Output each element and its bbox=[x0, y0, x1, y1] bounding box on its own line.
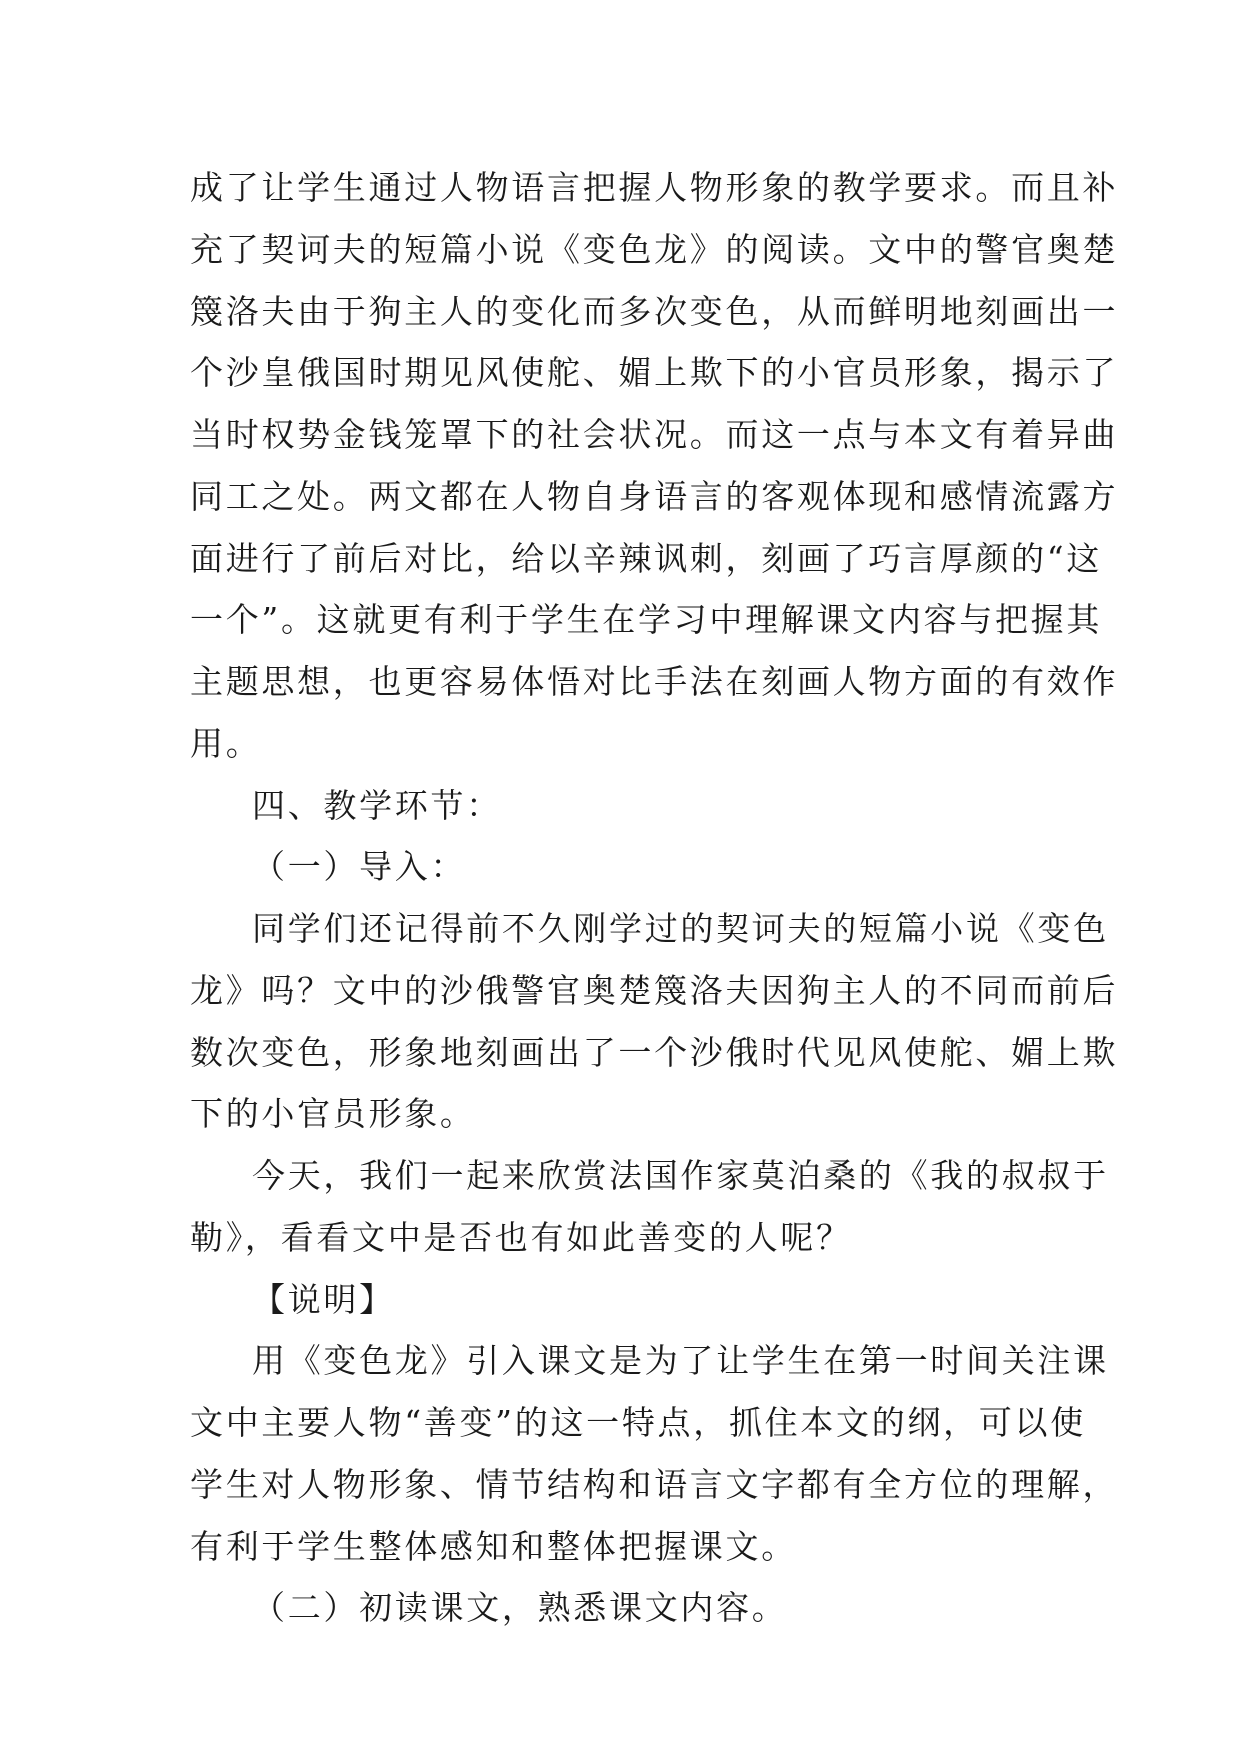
text-line: 个沙皇俄国时期见风使舵、媚上欺下的小官员形象，揭示了 bbox=[190, 353, 1119, 392]
text-line: 同工之处。两文都在人物自身语言的客观体现和感情流露方 bbox=[190, 477, 1119, 516]
text-line: 今天，我们一起来欣赏法国作家莫泊桑的《我的叔叔于 bbox=[252, 1156, 1109, 1195]
text-line: 充了契诃夫的短篇小说《变色龙》的阅读。文中的警官奥楚 bbox=[190, 230, 1119, 269]
text-line: 主题思想，也更容易体悟对比手法在刻画人物方面的有效作 bbox=[190, 662, 1119, 701]
text-line: 文中主要人物“善变”的这一特点，抓住本文的纲，可以使 bbox=[190, 1403, 1086, 1442]
subsection-heading: （一）导入： bbox=[252, 847, 467, 886]
text-line: 数次变色，形象地刻画出了一个沙俄时代见风使舵、媚上欺 bbox=[190, 1033, 1119, 1072]
text-line: 同学们还记得前不久刚学过的契诃夫的短篇小说《变色 bbox=[252, 909, 1109, 948]
text-line: 成了让学生通过人物语言把握人物形象的教学要求。而且补 bbox=[190, 168, 1119, 207]
text-line: 当时权势金钱笼罩下的社会状况。而这一点与本文有着异曲 bbox=[190, 415, 1119, 454]
text-line: 篾洛夫由于狗主人的变化而多次变色，从而鲜明地刻画出一 bbox=[190, 292, 1119, 331]
text-line: 龙》吗？文中的沙俄警官奥楚篾洛夫因狗主人的不同而前后 bbox=[190, 971, 1119, 1010]
text-line: 勒》，看看文中是否也有如此善变的人呢？ bbox=[190, 1218, 852, 1257]
text-line: 学生对人物形象、情节结构和语言文字都有全方位的理解， bbox=[190, 1465, 1119, 1504]
section-heading: 四、教学环节： bbox=[252, 786, 502, 825]
note-heading: 【说明】 bbox=[252, 1280, 395, 1319]
text-line: 用《变色龙》引入课文是为了让学生在第一时间关注课 bbox=[252, 1341, 1109, 1380]
text-line: 有利于学生整体感知和整体把握课文。 bbox=[190, 1527, 797, 1566]
subsection-heading: （二）初读课文，熟悉课文内容。 bbox=[252, 1588, 788, 1627]
text-line: 用。 bbox=[190, 724, 262, 763]
text-line: 下的小官员形象。 bbox=[190, 1094, 476, 1133]
text-line: 面进行了前后对比，给以辛辣讽刺，刻画了巧言厚颜的“这 bbox=[190, 539, 1103, 578]
text-line: 一个”。这就更有利于学生在学习中理解课文内容与把握其 bbox=[190, 600, 1103, 639]
